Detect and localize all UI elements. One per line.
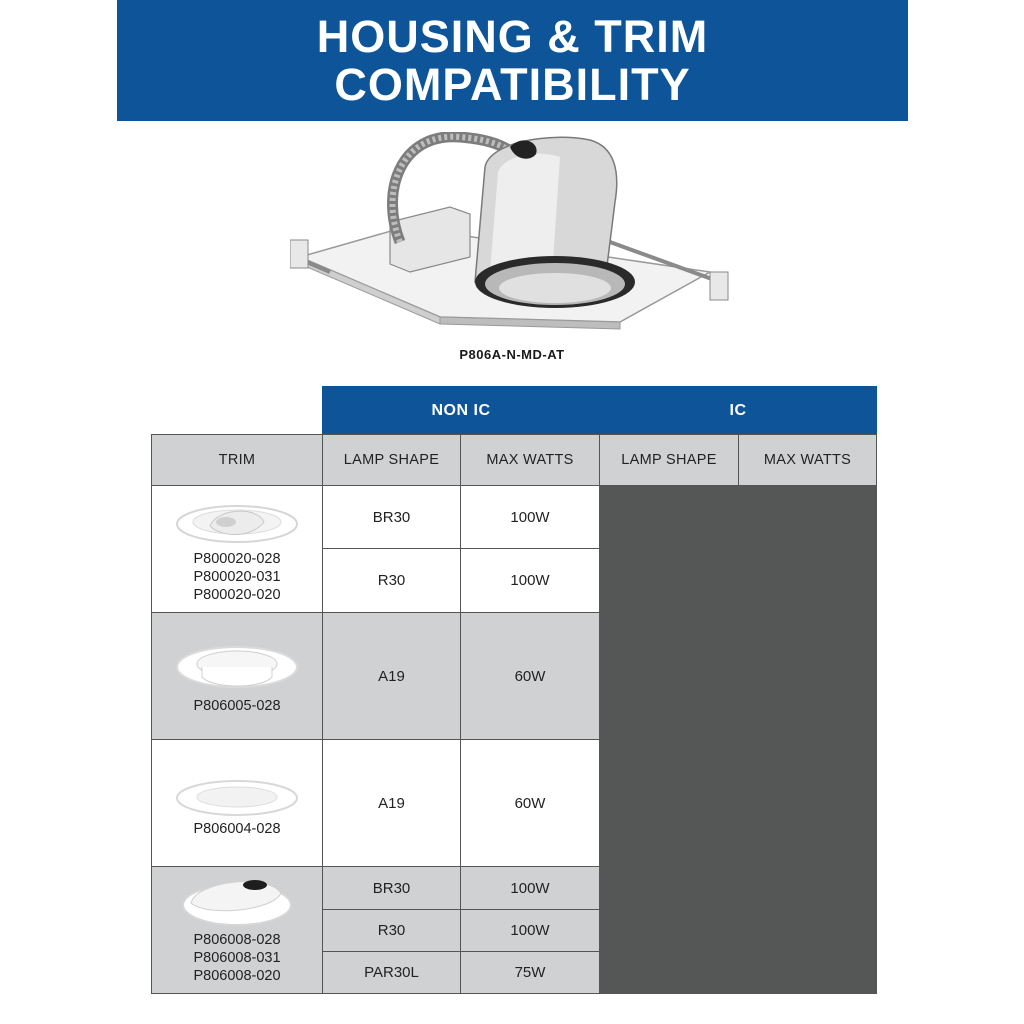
group-header-ic: IC xyxy=(599,386,877,435)
column-header-max-watts: MAX WATTS xyxy=(460,434,600,486)
lamp-shape-cell: R30 xyxy=(322,909,461,952)
eyeball-trim-icon xyxy=(172,498,302,550)
max-watts-cell: 100W xyxy=(460,548,600,613)
page-title-line1: HOUSING & TRIM xyxy=(316,10,709,62)
lamp-shape-cell: A19 xyxy=(322,739,461,867)
trim-code: P806008-031 xyxy=(193,950,281,966)
lamp-shape-cell: A19 xyxy=(322,612,461,740)
lamp-shape-cell: BR30 xyxy=(322,485,461,549)
slot-aperture-trim-icon xyxy=(177,873,297,931)
lens-trim-icon xyxy=(172,776,302,820)
trim-code: P806005-028 xyxy=(193,698,281,714)
max-watts-cell: 75W xyxy=(460,951,600,994)
max-watts-cell: 60W xyxy=(460,612,600,740)
max-watts-cell: 100W xyxy=(460,866,600,910)
max-watts-cell: 60W xyxy=(460,739,600,867)
trim-code: P806008-020 xyxy=(193,968,281,984)
ic-not-available-area xyxy=(599,485,877,994)
trim-code: P806008-028 xyxy=(193,932,281,948)
page-title-line2: COMPATIBILITY xyxy=(334,58,691,110)
page-title-banner xyxy=(117,0,908,121)
table-row-trim xyxy=(151,612,323,740)
column-header-ic-lamp-shape: LAMP SHAPE xyxy=(599,434,739,486)
trim-code: P800020-020 xyxy=(193,587,281,603)
recessed-housing-image xyxy=(290,132,740,332)
lamp-shape-cell: PAR30L xyxy=(322,951,461,994)
housing-model-number: P806A-N-MD-AT xyxy=(459,347,565,362)
table-row-trim xyxy=(151,866,323,994)
max-watts-cell: 100W xyxy=(460,909,600,952)
table-row-trim xyxy=(151,485,323,613)
trim-code: P800020-031 xyxy=(193,569,281,585)
column-header-lamp-shape: LAMP SHAPE xyxy=(322,434,461,486)
table-row-trim xyxy=(151,739,323,867)
lamp-shape-cell: R30 xyxy=(322,548,461,613)
trim-code: P806004-028 xyxy=(193,821,281,837)
lamp-shape-cell: BR30 xyxy=(322,866,461,910)
trim-code: P800020-028 xyxy=(193,551,281,567)
column-header-trim: TRIM xyxy=(151,434,323,486)
dome-trim-icon xyxy=(172,637,302,697)
group-header-non-ic: NON IC xyxy=(322,386,600,435)
column-header-ic-max-watts: MAX WATTS xyxy=(738,434,877,486)
max-watts-cell: 100W xyxy=(460,485,600,549)
